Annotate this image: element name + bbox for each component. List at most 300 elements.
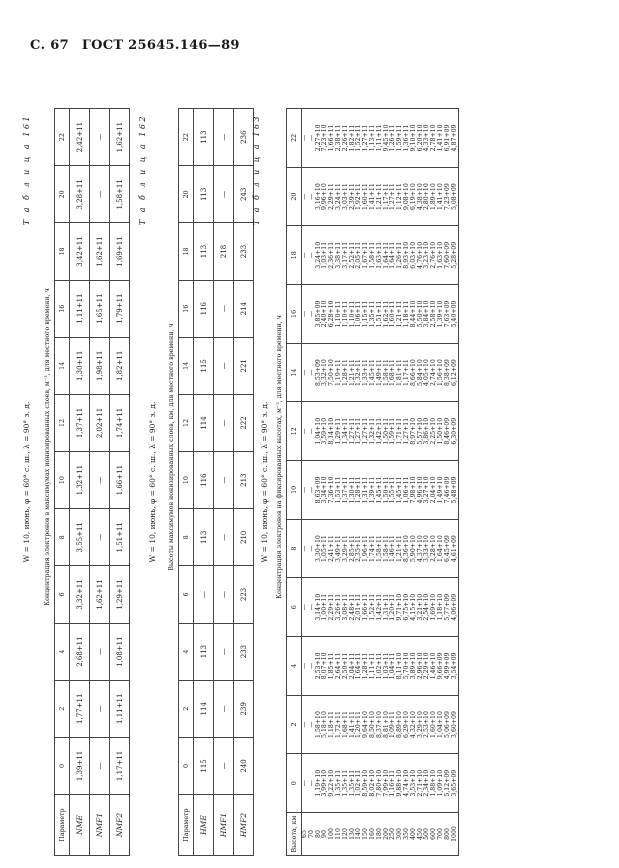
value-cell: — xyxy=(214,452,234,509)
value-cell: 2,39+11 xyxy=(348,183,356,211)
hour-header: 10 xyxy=(55,452,70,509)
param-name: HME xyxy=(194,795,214,856)
value-cell: 1,77+11 xyxy=(70,680,90,737)
param-name: HMF2 xyxy=(234,795,254,856)
table-162 xyxy=(178,108,254,856)
value-cell: 1,58+11 xyxy=(110,166,130,223)
value-cell: 4,33+10 xyxy=(423,124,431,152)
value-cell: 115 xyxy=(194,337,214,394)
value-cell: — xyxy=(307,604,315,611)
value-cell: — xyxy=(307,252,315,259)
hour-header: 6 xyxy=(179,566,194,623)
value-cell: 2,53+10 xyxy=(423,711,431,738)
value-cell: 1,55+11 xyxy=(389,476,397,504)
value-cell: 1,51+11 xyxy=(110,509,130,566)
value-cell: 1,11+11 xyxy=(110,680,130,737)
page-number: С. 67 xyxy=(30,38,69,53)
value-cell: 1,26+11 xyxy=(389,124,397,152)
hour-header: 10 xyxy=(287,461,302,520)
height-value: 120 xyxy=(341,828,349,840)
value-cell: — xyxy=(194,566,214,623)
value-cell: 1,31+11 xyxy=(382,593,390,621)
value-cell: 6,03+10 xyxy=(409,241,417,269)
hour-header: 22 xyxy=(179,109,194,166)
value-column xyxy=(302,461,459,520)
value-cell: 1,35+11 xyxy=(348,769,356,797)
value-cell: 1,41+11 xyxy=(348,711,356,738)
value-cell: 2,50+11 xyxy=(341,652,349,680)
value-cell: 3,03+11 xyxy=(341,183,349,211)
hour-header: 12 xyxy=(55,394,70,451)
value-cell: — xyxy=(90,623,110,680)
height-value: 140 xyxy=(355,828,363,840)
value-cell: 1,62+11 xyxy=(90,566,110,623)
hour-header: 8 xyxy=(55,509,70,566)
value-cell: 5,40+09 xyxy=(450,300,458,328)
value-cell: 2,53+10 xyxy=(314,652,322,680)
value-column xyxy=(302,754,459,813)
value-cell: 1,71+11 xyxy=(396,417,404,445)
value-cell: 3,33+10 xyxy=(423,535,431,562)
value-cell: 1,59+11 xyxy=(396,124,404,152)
value-cell: 4,15+10 xyxy=(409,593,417,621)
height-value: 400 xyxy=(409,828,417,840)
hour-header: 0 xyxy=(55,737,70,794)
value-cell: 1,58+11 xyxy=(382,359,390,386)
value-cell: — xyxy=(214,280,234,337)
value-cell: 9,64+10 xyxy=(362,711,370,738)
value-cell: 2,29+11 xyxy=(328,593,336,621)
value-cell: 1,19+11 xyxy=(334,359,342,386)
value-cell: 8,36+10 xyxy=(402,535,410,562)
value-cell: 3,54+09 xyxy=(450,652,458,680)
height-column xyxy=(302,813,459,856)
value-cell: 1,27+11 xyxy=(348,417,356,445)
value-cell: 1,72+11 xyxy=(334,711,342,738)
value-cell: — xyxy=(301,780,308,787)
hour-header: 14 xyxy=(287,343,302,402)
value-cell: 1,50+10 xyxy=(436,417,444,445)
value-cell: 4,99+09 xyxy=(443,652,451,680)
value-cell: 1,51+11 xyxy=(375,300,383,328)
value-cell: 2,27+10 xyxy=(314,124,322,152)
value-cell: 214 xyxy=(234,280,254,337)
hour-header: 20 xyxy=(287,167,302,226)
value-cell: 9,10+10 xyxy=(409,124,417,152)
value-cell: 7,80+10 xyxy=(375,769,383,797)
table-163 xyxy=(286,108,459,856)
value-cell: — xyxy=(214,737,234,794)
table-row xyxy=(110,109,130,856)
standard-number: ГОСТ 25645.146—89 xyxy=(81,38,240,53)
value-cell: 3,60+09 xyxy=(450,711,458,738)
value-cell: 1,28+11 xyxy=(341,359,349,386)
value-cell: — xyxy=(214,109,234,166)
value-cell: 2,35+11 xyxy=(355,535,363,562)
hour-header: 6 xyxy=(287,578,302,637)
value-cell: 223 xyxy=(234,566,254,623)
value-cell: 1,09+10 xyxy=(436,769,444,797)
value-cell: 1,00+11 xyxy=(321,593,329,621)
value-cell: 1,32+11 xyxy=(70,452,90,509)
value-cell: 1,06+11 xyxy=(402,476,410,504)
value-cell: 239 xyxy=(234,680,254,737)
value-cell: 1,30+11 xyxy=(348,476,356,504)
value-cell: 3,65+09 xyxy=(450,769,458,797)
value-column xyxy=(302,167,459,226)
value-cell: — xyxy=(301,662,308,669)
value-cell: 1,66+11 xyxy=(362,593,370,621)
hour-header: 18 xyxy=(55,223,70,280)
value-cell: 1,18+10 xyxy=(436,593,444,621)
value-cell: 8,37+10 xyxy=(375,711,383,738)
value-cell: 1,41+10 xyxy=(436,124,444,152)
value-cell: 1,13+11 xyxy=(368,124,376,152)
value-cell: 6,12+09 xyxy=(450,359,458,386)
value-cell: 2,78+10 xyxy=(430,124,438,152)
value-cell: 1,08+11 xyxy=(110,623,130,680)
value-cell: 1,41+11 xyxy=(368,183,376,211)
value-cell: 1,68+11 xyxy=(389,359,397,386)
value-cell: 1,60+11 xyxy=(389,300,397,328)
height-value: 100 xyxy=(328,828,336,840)
value-cell: 7,60+09 xyxy=(443,241,451,269)
value-cell: 1,37+11 xyxy=(341,476,349,504)
height-value: 500 xyxy=(423,828,431,840)
hour-header: 2 xyxy=(55,680,70,737)
value-column xyxy=(302,402,459,461)
value-cell: 8,02+10 xyxy=(368,769,376,797)
value-cell: 3,99+10 xyxy=(321,769,329,797)
value-cell: 3,27+10 xyxy=(423,476,431,504)
height-value: 65 xyxy=(301,830,308,838)
value-cell: 1,06+11 xyxy=(355,300,363,328)
value-cell: 3,21+10 xyxy=(416,593,424,621)
table-row xyxy=(234,109,254,856)
value-cell: 7,23+10 xyxy=(321,124,329,152)
value-cell: 3,32+11 xyxy=(70,566,90,623)
value-cell: — xyxy=(214,337,234,394)
value-cell: 1,03+11 xyxy=(382,652,390,680)
value-cell: 1,96+11 xyxy=(362,535,370,562)
height-value: 700 xyxy=(436,828,444,840)
value-cell: 1,64+11 xyxy=(382,241,390,269)
table-162-label: Т а б л и ц а 162 xyxy=(138,114,147,226)
value-cell: — xyxy=(214,566,234,623)
value-column xyxy=(302,109,459,168)
value-cell: 1,63+11 xyxy=(375,241,383,269)
table-161-caption: W = 10, июнь, φ = 60° с. ш., λ = 90° з. д. xyxy=(22,401,31,563)
hour-header: 10 xyxy=(179,452,194,509)
hour-header: 22 xyxy=(55,109,70,166)
value-cell: 1,17+11 xyxy=(110,737,130,794)
value-cell: 1,45+11 xyxy=(375,476,383,504)
value-cell: 3,42+11 xyxy=(70,223,90,280)
value-cell: — xyxy=(301,310,308,318)
value-cell: 1,60+10 xyxy=(430,711,438,738)
value-cell: 1,69+11 xyxy=(110,223,130,280)
hour-header: 20 xyxy=(179,166,194,223)
value-cell: 9,08+10 xyxy=(402,183,410,211)
value-cell: 114 xyxy=(194,394,214,451)
value-cell: 1,49+10 xyxy=(436,476,444,504)
value-cell: 1,42+11 xyxy=(375,593,383,621)
value-column xyxy=(302,285,459,344)
value-cell: — xyxy=(301,193,308,200)
value-cell: 8,59+10 xyxy=(362,769,370,797)
value-cell: 8,46+09 xyxy=(443,417,451,445)
value-cell: — xyxy=(214,680,234,737)
height-header: Высота, км xyxy=(287,813,302,856)
value-cell: 8,11+10 xyxy=(396,652,404,680)
value-cell: 5,12+09 xyxy=(443,769,451,797)
value-cell: 6,28+10 xyxy=(328,300,336,328)
value-cell: 210 xyxy=(234,509,254,566)
value-cell: 1,10+11 xyxy=(334,300,342,328)
value-cell: 1,74+11 xyxy=(368,535,376,562)
value-cell: 8,63+09 xyxy=(314,476,322,504)
value-cell: 2,74+10 xyxy=(430,359,438,386)
hour-header: 18 xyxy=(179,223,194,280)
value-cell: — xyxy=(307,780,315,787)
value-cell: 3,49+11 xyxy=(334,535,342,562)
value-cell: 1,58+11 xyxy=(375,535,383,562)
value-cell: 7,98+10 xyxy=(409,476,417,504)
value-cell: 2,64+11 xyxy=(334,652,342,680)
value-cell: 1,27+11 xyxy=(362,124,370,152)
value-cell: 3,24+10 xyxy=(314,241,322,269)
height-value: 70 xyxy=(307,830,315,838)
value-cell: 1,29+11 xyxy=(334,417,342,445)
value-cell: 1,64+10 xyxy=(436,535,444,562)
value-cell: 1,04+10 xyxy=(314,417,322,445)
value-cell: 8,44+10 xyxy=(409,300,417,328)
value-cell: — xyxy=(307,486,315,493)
height-value: 90 xyxy=(321,830,329,838)
hour-header: 14 xyxy=(179,337,194,394)
value-column xyxy=(302,578,459,637)
value-cell: — xyxy=(214,623,234,680)
table-row xyxy=(90,109,110,856)
value-cell: 1,27+11 xyxy=(355,417,363,445)
value-cell: 4,61+09 xyxy=(450,535,458,562)
hour-header: 0 xyxy=(179,737,194,794)
value-cell: 1,37+11 xyxy=(70,394,90,451)
value-cell: 1,60+11 xyxy=(362,183,370,211)
value-column xyxy=(302,519,459,578)
param-name: NMF1 xyxy=(90,795,110,856)
value-cell: — xyxy=(214,166,234,223)
value-cell: 8,50+10 xyxy=(368,711,376,738)
hour-header: 18 xyxy=(287,226,302,285)
value-cell: 2,58+10 xyxy=(430,300,438,328)
value-cell: — xyxy=(301,428,308,435)
height-value: 160 xyxy=(368,828,376,840)
value-cell: 1,18+11 xyxy=(328,711,336,738)
value-cell: 3,14+10 xyxy=(314,593,322,621)
table-row xyxy=(70,109,90,856)
value-cell: 1,62+11 xyxy=(90,223,110,280)
value-cell: 1,62+11 xyxy=(382,300,390,328)
value-cell: 6,20+10 xyxy=(416,124,424,152)
value-cell: — xyxy=(90,737,110,794)
value-cell: 6,19+10 xyxy=(409,183,417,211)
table-163-title: Концентрация электронов на фиксированных высотах, м⁻³, для местного времени, ч xyxy=(276,315,283,599)
value-cell: 115 xyxy=(194,737,214,794)
value-cell: 1,02+11 xyxy=(355,769,363,797)
value-cell: 3,32+10 xyxy=(321,359,329,386)
value-cell: 4,96+10 xyxy=(416,476,424,504)
value-cell: 2,34+10 xyxy=(423,769,431,797)
value-cell: 3,26+11 xyxy=(334,593,342,621)
hour-header: 16 xyxy=(55,280,70,337)
value-cell: 1,74+11 xyxy=(110,394,130,451)
hour-header: 12 xyxy=(287,402,302,461)
value-cell: 1,11+11 xyxy=(375,124,383,152)
value-cell: 1,21+11 xyxy=(396,300,404,328)
value-cell: 3,59+10 xyxy=(321,417,329,445)
value-cell: 2,02+11 xyxy=(90,394,110,451)
value-cell: 3,29+10 xyxy=(416,711,424,738)
value-cell: 9,71+10 xyxy=(396,593,404,621)
value-cell: 1,10+11 xyxy=(348,300,356,328)
value-cell: 233 xyxy=(234,623,254,680)
value-cell: 3,17+11 xyxy=(341,241,349,269)
value-cell: 2,01+11 xyxy=(355,593,363,621)
value-cell: 8,14+10 xyxy=(328,417,336,445)
param-header: Параметр xyxy=(55,795,70,856)
value-cell: 7,63+09 xyxy=(443,300,451,328)
value-cell: 1,35+11 xyxy=(341,769,349,797)
value-cell: 1,02+11 xyxy=(375,652,383,680)
value-cell: 1,39+10 xyxy=(436,300,444,328)
value-cell: 2,28+10 xyxy=(430,535,438,562)
value-cell: 1,92+11 xyxy=(355,183,363,211)
value-cell: 9,66+09 xyxy=(436,652,444,680)
value-cell: 1,45+11 xyxy=(396,476,404,504)
value-cell: — xyxy=(301,369,308,376)
value-cell: 222 xyxy=(234,394,254,451)
value-cell: 113 xyxy=(194,509,214,566)
value-cell: — xyxy=(90,509,110,566)
value-cell: 3,38+11 xyxy=(334,241,342,269)
param-name: NME xyxy=(70,795,90,856)
height-value: 250 xyxy=(389,828,397,840)
value-cell: 2,76+10 xyxy=(430,241,438,269)
value-cell: 8,07+10 xyxy=(321,652,329,680)
value-cell: — xyxy=(301,486,308,493)
value-cell: 1,49+11 xyxy=(375,359,383,386)
value-cell: 9,45+10 xyxy=(382,124,390,152)
value-cell: 8,53+09 xyxy=(314,359,322,386)
value-cell: 2,96+10 xyxy=(416,652,424,680)
value-cell: 6,45+09 xyxy=(443,535,451,562)
value-cell: — xyxy=(214,509,234,566)
value-cell: 1,81+11 xyxy=(396,359,404,386)
value-cell: 2,48+11 xyxy=(348,593,356,621)
height-value: 130 xyxy=(348,828,356,840)
value-cell: 3,86+10 xyxy=(423,417,431,445)
value-cell: 3,24+11 xyxy=(334,183,342,211)
value-cell: 1,31+11 xyxy=(362,476,370,504)
value-cell: 2,04+11 xyxy=(348,652,356,680)
value-cell: 8,97+10 xyxy=(409,417,417,445)
table-row xyxy=(214,109,234,856)
value-cell: 1,32+11 xyxy=(355,359,363,386)
height-value: 200 xyxy=(382,828,390,840)
value-cell: 2,29+11 xyxy=(328,183,336,211)
value-cell: 2,40+10 xyxy=(321,300,329,328)
value-cell: — xyxy=(90,680,110,737)
value-cell: 1,62+11 xyxy=(110,109,130,166)
value-cell: 1,82+11 xyxy=(110,337,130,394)
value-cell: 5,48+09 xyxy=(450,476,458,504)
value-cell: 1,04+10 xyxy=(436,711,444,738)
value-cell: — xyxy=(214,394,234,451)
value-cell: 233 xyxy=(234,223,254,280)
value-cell: 1,58+11 xyxy=(382,535,390,562)
value-cell: 1,64+11 xyxy=(355,652,363,680)
value-cell: 236 xyxy=(234,109,254,166)
value-cell: 116 xyxy=(194,452,214,509)
value-cell: 2,38+11 xyxy=(334,124,342,152)
value-cell: — xyxy=(307,721,315,728)
value-cell: 1,32+11 xyxy=(368,417,376,445)
value-cell: 1,52+11 xyxy=(368,593,376,621)
value-cell: 1,35+11 xyxy=(334,769,342,797)
value-cell: 2,36+11 xyxy=(328,241,336,269)
value-cell: 5,08+09 xyxy=(450,183,458,211)
value-cell: 1,56+10 xyxy=(436,359,444,386)
value-cell: 114 xyxy=(194,680,214,737)
value-cell: 1,17+11 xyxy=(402,359,410,386)
height-value: 300 xyxy=(396,828,404,840)
value-cell: 243 xyxy=(234,166,254,223)
value-cell: 7,99+10 xyxy=(382,769,390,797)
value-cell: — xyxy=(307,193,315,200)
value-cell: 113 xyxy=(194,623,214,680)
value-cell: 1,03+11 xyxy=(321,241,329,269)
table-162-title: Высоты максимумов ионизированных слоев, км, для местного времени, ч xyxy=(168,323,175,571)
value-cell: 4,38+10 xyxy=(416,183,424,211)
value-cell: 3,55+11 xyxy=(70,509,90,566)
hour-header: 14 xyxy=(55,337,70,394)
value-cell: 1,21+11 xyxy=(375,183,383,211)
value-cell: — xyxy=(307,369,315,376)
value-cell: 113 xyxy=(194,223,214,280)
value-cell: 3,08+11 xyxy=(341,593,349,621)
value-cell: 3,85+09 xyxy=(314,300,322,328)
value-cell: 5,50+10 xyxy=(416,300,424,328)
value-cell: — xyxy=(301,252,308,259)
value-cell: 1,65+11 xyxy=(90,280,110,337)
value-cell: 2,80+10 xyxy=(423,183,431,211)
value-cell: 2,85+11 xyxy=(348,535,356,562)
value-cell: 1,30+11 xyxy=(70,337,90,394)
value-cell: 2,05+11 xyxy=(355,241,363,269)
value-cell: 1,79+11 xyxy=(110,280,130,337)
hour-header: 16 xyxy=(287,285,302,344)
value-cell: 1,53+11 xyxy=(334,476,342,504)
value-cell: 1,98+11 xyxy=(90,337,110,394)
table-161-label: Т а б л и ц а 161 xyxy=(22,114,31,226)
height-value: 800 xyxy=(443,828,451,840)
value-cell: 1,58+11 xyxy=(368,241,376,269)
hour-header: 12 xyxy=(179,394,194,451)
value-cell: 5,28+09 xyxy=(450,241,458,269)
value-cell: 113 xyxy=(194,109,214,166)
value-cell: 3,34+10 xyxy=(321,476,329,504)
